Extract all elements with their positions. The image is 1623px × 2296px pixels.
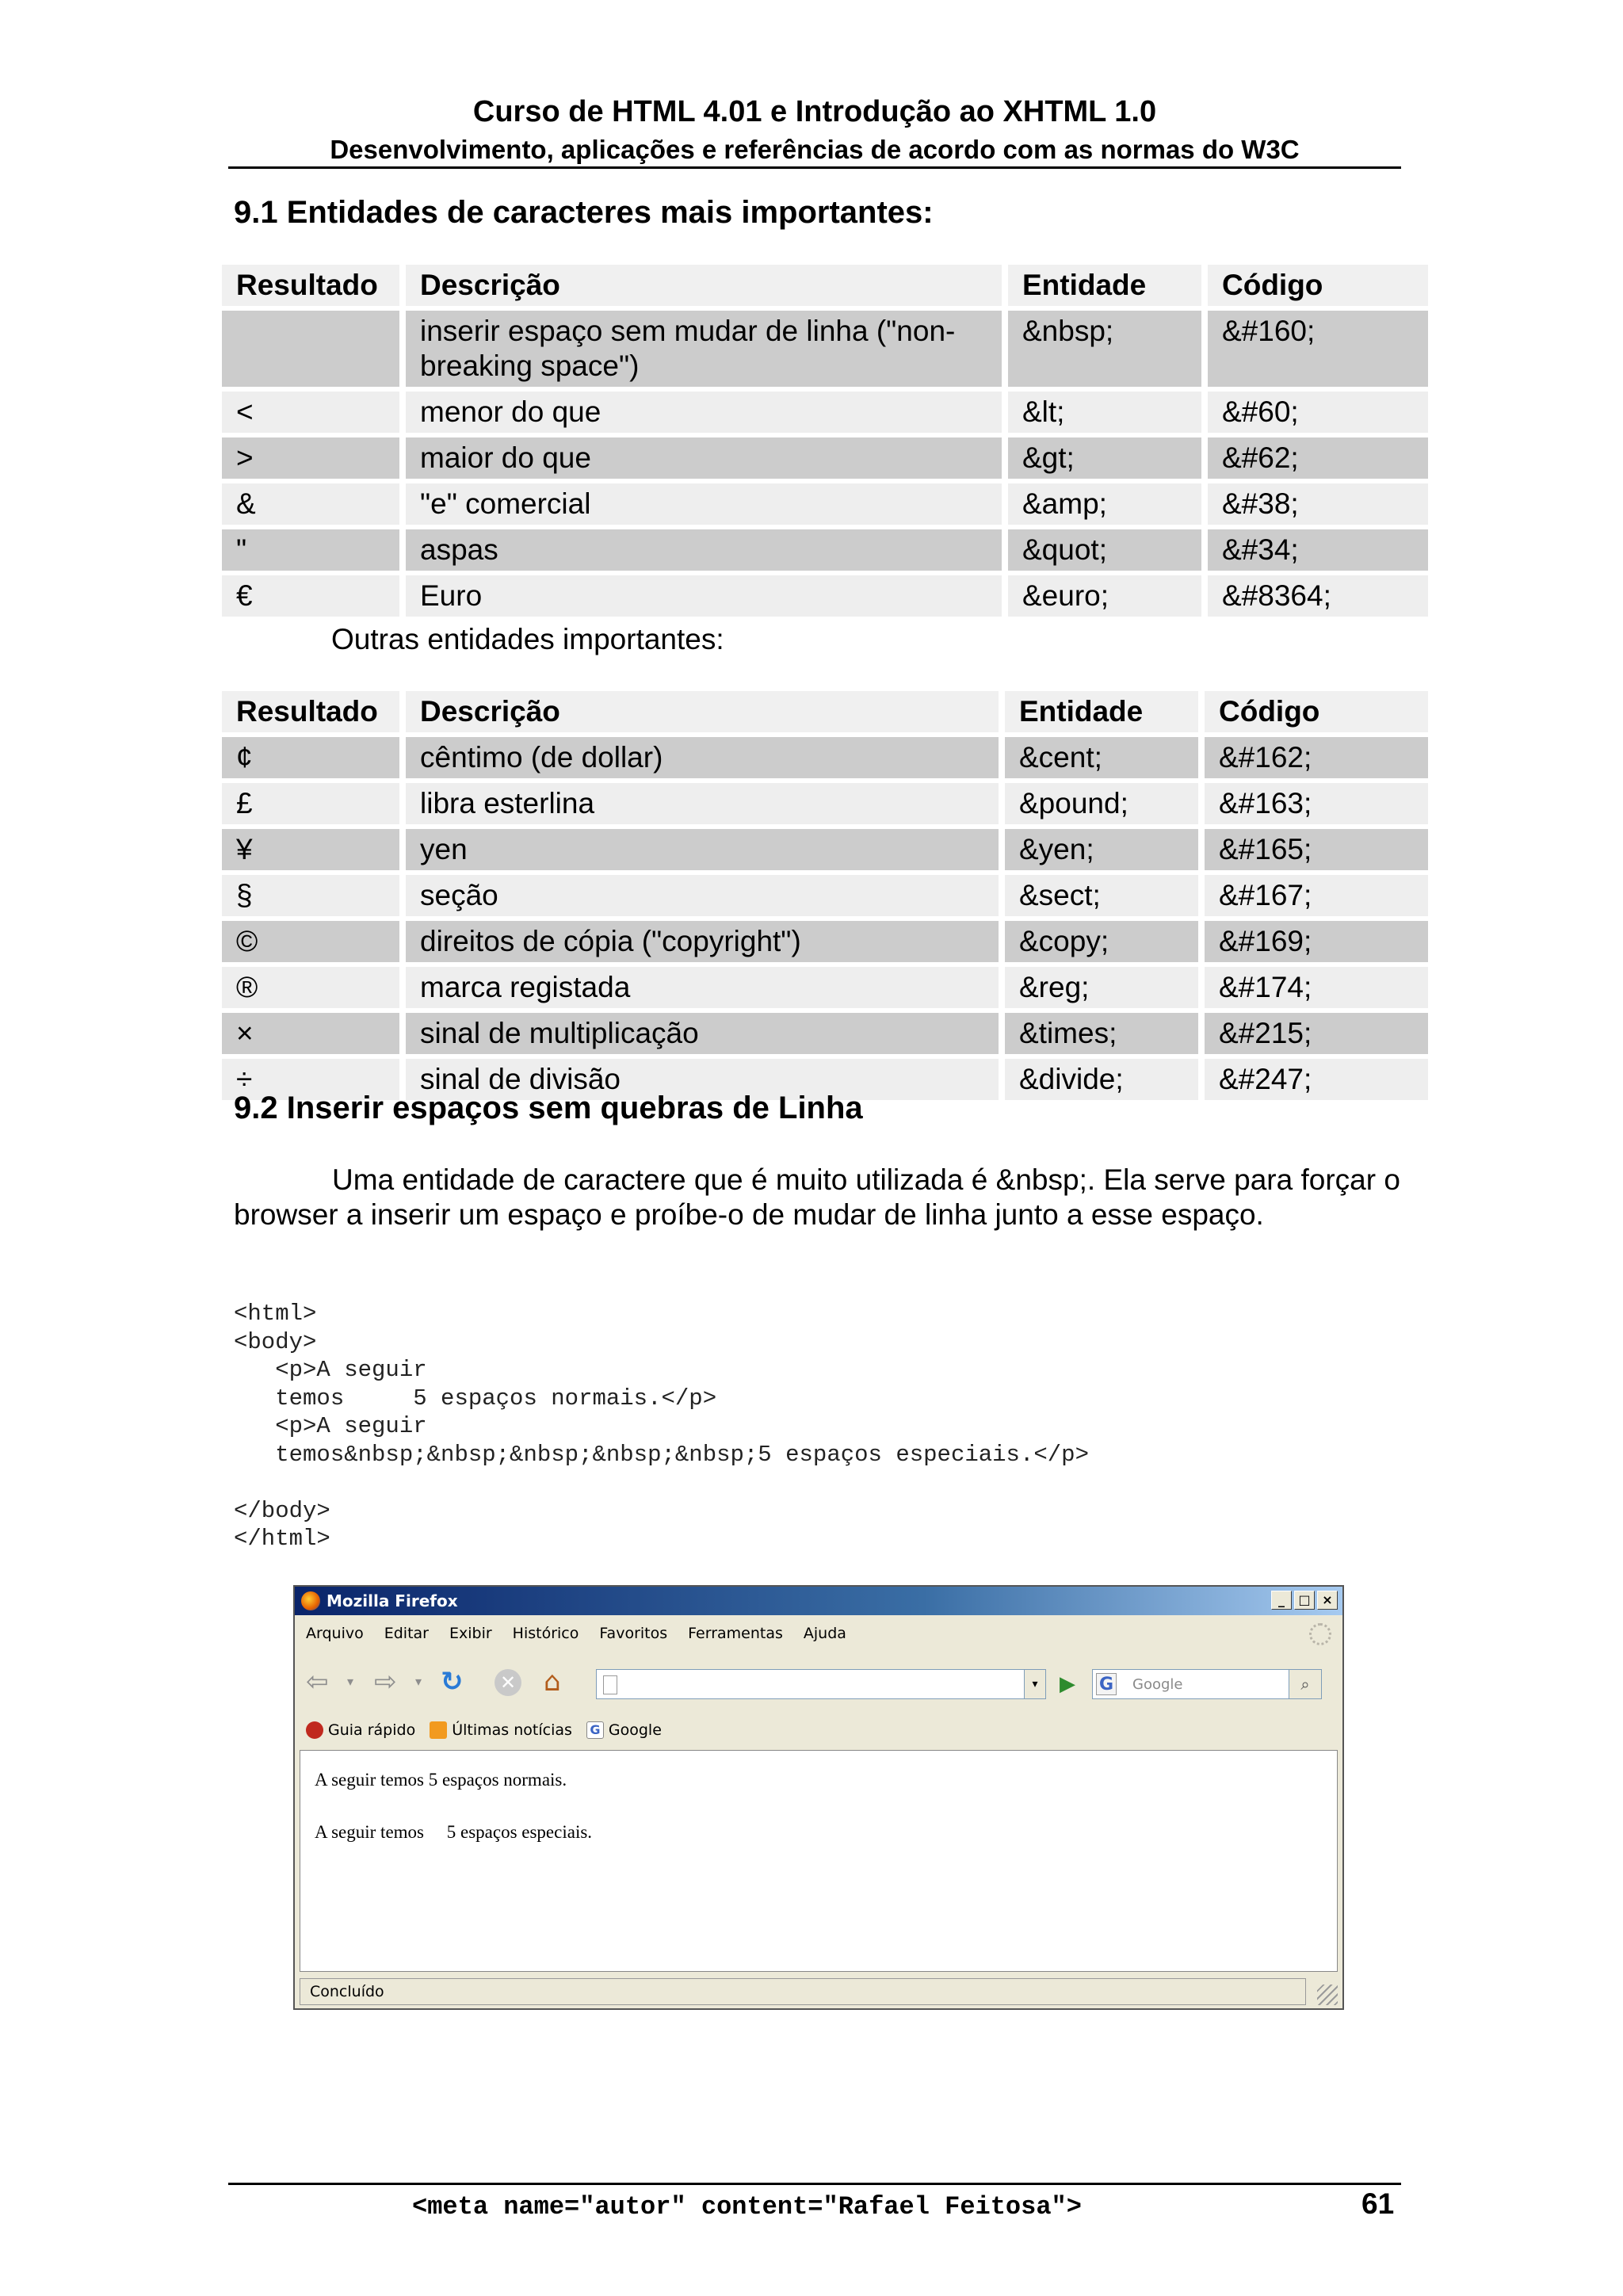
cell-entidade: &sect;	[1005, 875, 1198, 916]
menu-item-historico[interactable]: Histórico	[512, 1625, 579, 1642]
header-rule	[228, 166, 1401, 169]
forward-arrow-icon[interactable]: ⇨	[374, 1666, 397, 1698]
footer-meta-tag: <meta name="autor" content="Rafael Feitosa">	[412, 2192, 1082, 2222]
cell-resultado: ÷	[222, 1059, 399, 1100]
table-row	[222, 529, 1428, 571]
cell-resultado: <	[222, 392, 399, 433]
go-button[interactable]: ▶	[1060, 1672, 1075, 1696]
bookmark-google[interactable]	[586, 1721, 662, 1739]
cell-descricao: Euro	[406, 575, 1002, 617]
address-dropdown-icon[interactable]: ▾	[1024, 1670, 1045, 1698]
cell-descricao: yen	[406, 829, 999, 870]
bookmark-ultimas-noticias[interactable]	[430, 1721, 572, 1739]
browser-title-bar	[295, 1587, 1342, 1615]
resize-grip-icon[interactable]	[1317, 1985, 1338, 2005]
cell-entidade: &amp;	[1008, 483, 1201, 525]
table-row	[222, 783, 1428, 824]
table-row	[222, 1013, 1428, 1054]
cell-entidade: &quot;	[1008, 529, 1201, 571]
cell-codigo: &#163;	[1205, 783, 1428, 824]
bookmarks-toolbar	[306, 1721, 662, 1739]
menu-item-exibir[interactable]: Exibir	[449, 1625, 492, 1642]
cell-entidade: &lt;	[1008, 392, 1201, 433]
bookmark-guia-rapido[interactable]	[306, 1721, 415, 1739]
cell-descricao: menor do que	[406, 392, 1002, 433]
browser-title: Mozilla Firefox	[327, 1591, 458, 1610]
rendered-paragraph-normal: A seguir temos 5 espaços normais.	[315, 1770, 567, 1790]
cell-entidade: &copy;	[1005, 921, 1198, 962]
cell-codigo: &#38;	[1208, 483, 1428, 525]
cell-entidade: &reg;	[1005, 967, 1198, 1008]
bookmark-label: Últimas notícias	[452, 1721, 572, 1739]
cell-descricao: direitos de cópia ("copyright")	[406, 921, 999, 962]
other-entities-label: Outras entidades importantes:	[331, 623, 724, 655]
forward-history-dropdown-icon[interactable]: ▾	[415, 1674, 422, 1689]
cell-resultado: >	[222, 437, 399, 479]
footer-rule	[228, 2183, 1401, 2185]
cell-resultado: §	[222, 875, 399, 916]
column-header: Entidade	[1005, 691, 1198, 732]
cell-codigo: &#167;	[1205, 875, 1428, 916]
cell-descricao: marca registada	[406, 967, 999, 1008]
table-row	[222, 437, 1428, 479]
running-header-subtitle: Desenvolvimento, aplicações e referências de acordo com as normas do W3C	[330, 135, 1300, 164]
section-heading-9-1: 9.1 Entidades de caracteres mais importantes:	[234, 195, 934, 230]
column-header: Código	[1208, 265, 1428, 306]
cell-descricao: sinal de multiplicação	[406, 1013, 999, 1054]
cell-descricao: aspas	[406, 529, 1002, 571]
page-icon	[603, 1675, 617, 1694]
close-button[interactable]: ×	[1317, 1591, 1338, 1610]
cell-resultado: £	[222, 783, 399, 824]
cell-codigo: &#215;	[1205, 1013, 1428, 1054]
cell-codigo: &#160;	[1208, 311, 1428, 387]
cell-codigo: &#174;	[1205, 967, 1428, 1008]
cell-descricao: "e" comercial	[406, 483, 1002, 525]
cell-entidade: &times;	[1005, 1013, 1198, 1054]
table-row	[222, 875, 1428, 916]
cell-descricao: inserir espaço sem mudar de linha ("non-breaking space")	[406, 311, 1002, 387]
browser-screenshot	[293, 1585, 1344, 2010]
menu-item-ajuda[interactable]: Ajuda	[803, 1625, 846, 1642]
browser-menu-bar	[306, 1625, 846, 1642]
cell-resultado: ©	[222, 921, 399, 962]
maximize-button[interactable]: □	[1294, 1591, 1315, 1610]
cell-descricao: libra esterlina	[406, 783, 999, 824]
address-bar[interactable]	[596, 1669, 1046, 1699]
cell-resultado: ¥	[222, 829, 399, 870]
menu-item-editar[interactable]: Editar	[384, 1625, 429, 1642]
rendered-paragraph-nbsp: A seguir temos 5 espaços especiais.	[315, 1822, 593, 1842]
cell-entidade: &yen;	[1005, 829, 1198, 870]
cell-resultado: "	[222, 529, 399, 571]
cell-codigo: &#62;	[1208, 437, 1428, 479]
search-input[interactable]	[1092, 1669, 1322, 1699]
table-row	[222, 392, 1428, 433]
cell-entidade: &gt;	[1008, 437, 1201, 479]
table-row	[222, 921, 1428, 962]
other-entities-table	[216, 686, 1434, 1105]
bookmark-label: Google	[608, 1721, 662, 1739]
main-entities-table	[216, 260, 1434, 621]
column-header: Código	[1205, 691, 1428, 732]
code-example: <html> <body> <p>A seguir temos 5 espaços normais.</p> <p>A seguir temos&nbsp;&nbsp;&nbsp;&nbsp;&nbsp;5 espaços especiais.</p> </body> </html>	[234, 1301, 1089, 1552]
column-header: Resultado	[222, 265, 399, 306]
minimize-button[interactable]: _	[1271, 1591, 1292, 1610]
cell-entidade: &cent;	[1005, 737, 1198, 778]
cell-codigo: &#247;	[1205, 1059, 1428, 1100]
section-heading-9-2: 9.2 Inserir espaços sem quebras de Linha	[234, 1091, 863, 1125]
stop-icon[interactable]: ✕	[495, 1669, 521, 1696]
table-header-row	[222, 691, 1428, 732]
cell-descricao: seção	[406, 875, 999, 916]
cell-resultado: €	[222, 575, 399, 617]
page-number: 61	[1361, 2187, 1395, 2220]
cell-resultado: ¢	[222, 737, 399, 778]
table-row	[222, 575, 1428, 617]
cell-resultado: ®	[222, 967, 399, 1008]
firefox-help-icon	[306, 1721, 323, 1739]
cell-codigo: &#169;	[1205, 921, 1428, 962]
search-magnifier-icon[interactable]: ⌕	[1289, 1670, 1321, 1698]
table-row	[222, 483, 1428, 525]
rss-feed-icon	[430, 1721, 447, 1739]
bookmark-label: Guia rápido	[328, 1721, 416, 1739]
menu-item-ferramentas[interactable]: Ferramentas	[688, 1625, 783, 1642]
google-icon: G	[586, 1721, 604, 1739]
cell-resultado	[222, 311, 399, 387]
back-arrow-icon[interactable]: ⇦	[306, 1666, 329, 1698]
cell-resultado: &	[222, 483, 399, 525]
firefox-logo-icon	[301, 1591, 320, 1610]
throbber-icon	[1309, 1623, 1331, 1645]
cell-codigo: &#60;	[1208, 392, 1428, 433]
reload-icon[interactable]: ↻	[441, 1666, 464, 1698]
table-row	[222, 311, 1428, 387]
status-bar: Concluído	[300, 1978, 1306, 2005]
body-paragraph: Uma entidade de caractere que é muito utilizada é &nbsp;. Ela serve para forçar o browser a inserir um espaço e proíbe-o de mudar de linha junto a esse espaço.	[234, 1163, 1400, 1231]
cell-codigo: &#34;	[1208, 529, 1428, 571]
column-header: Entidade	[1008, 265, 1201, 306]
running-header-title: Curso de HTML 4.01 e Introdução ao XHTML 1.0	[472, 95, 1157, 128]
home-icon[interactable]: ⌂	[544, 1666, 561, 1698]
cell-resultado: ×	[222, 1013, 399, 1054]
cell-descricao: sinal de divisão	[406, 1059, 999, 1100]
column-header: Resultado	[222, 691, 399, 732]
search-placeholder: Google	[1132, 1676, 1183, 1693]
table-header-row	[222, 265, 1428, 306]
cell-entidade: &pound;	[1005, 783, 1198, 824]
cell-entidade: &divide;	[1005, 1059, 1198, 1100]
menu-item-favoritos[interactable]: Favoritos	[599, 1625, 668, 1642]
window-controls	[1271, 1591, 1338, 1610]
table-row	[222, 737, 1428, 778]
back-history-dropdown-icon[interactable]: ▾	[347, 1674, 354, 1689]
cell-descricao: maior do que	[406, 437, 1002, 479]
cell-codigo: &#162;	[1205, 737, 1428, 778]
table-row	[222, 829, 1428, 870]
cell-codigo: &#8364;	[1208, 575, 1428, 617]
table-row	[222, 967, 1428, 1008]
navigation-toolbar	[295, 1656, 1342, 1704]
cell-entidade: &nbsp;	[1008, 311, 1201, 387]
browser-content-area	[300, 1750, 1338, 1972]
column-header: Descrição	[406, 691, 999, 732]
cell-entidade: &euro;	[1008, 575, 1201, 617]
cell-codigo: &#165;	[1205, 829, 1428, 870]
menu-item-arquivo[interactable]: Arquivo	[306, 1625, 364, 1642]
column-header: Descrição	[406, 265, 1002, 306]
google-engine-icon[interactable]: G	[1096, 1673, 1117, 1695]
cell-descricao: cêntimo (de dollar)	[406, 737, 999, 778]
